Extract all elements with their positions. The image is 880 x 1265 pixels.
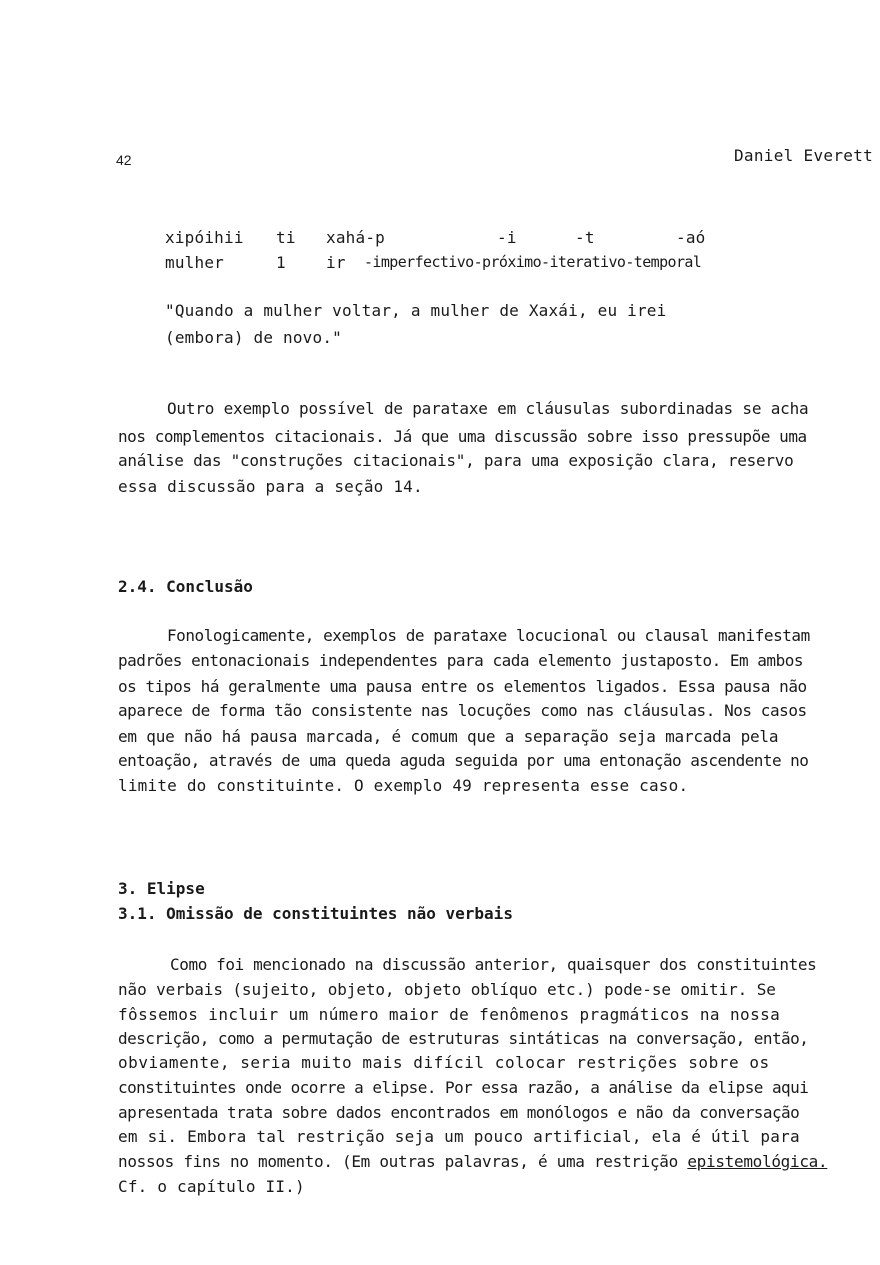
section-heading: 3. Elipse xyxy=(118,879,205,898)
paragraph-line: fôssemos incluir um número maior de fenômenos pragmáticos na nossa xyxy=(118,1005,781,1024)
paragraph-line: apresentada trata sobre dados encontrados em monólogos e não da conversação xyxy=(118,1103,800,1122)
paragraph-line: análise das "construções citacionais", para uma exposição clara, reservo xyxy=(118,451,794,470)
underlined-term: epistemológica. xyxy=(687,1152,828,1171)
paragraph-line: Cf. o capítulo II.) xyxy=(118,1177,305,1196)
paragraph-line: descrição, como a permutação de estruturas sintáticas na conversação, então, xyxy=(118,1029,809,1048)
paragraph-line: Outro exemplo possível de parataxe em cláusulas subordinadas se acha xyxy=(167,399,809,418)
paragraph-line: padrões entonacionais independentes para cada elemento justaposto. Em ambos xyxy=(118,651,803,670)
running-head-author: Daniel Everett xyxy=(734,146,874,165)
paragraph-line: não verbais (sujeito, objeto, objeto oblíquo etc.) pode-se omitir. Se xyxy=(118,980,776,999)
gloss-word: -t xyxy=(575,228,595,247)
paragraph-line-text: nossos fins no momento. (Em outras palavras, é uma restrição xyxy=(118,1152,678,1171)
paragraph-line: os tipos há geralmente uma pausa entre os elementos ligados. Essa pausa não xyxy=(118,677,807,696)
paragraph-line: Fonologicamente, exemplos de parataxe locucional ou clausal manifestam xyxy=(167,626,810,645)
gloss-word: -imperfectivo-próximo-iterativo-temporal xyxy=(364,253,702,271)
translation-line: "Quando a mulher voltar, a mulher de Xaxái, eu irei xyxy=(165,301,667,320)
gloss-word: -aó xyxy=(676,228,706,247)
gloss-word: ti xyxy=(276,228,296,247)
paragraph-line: em que não há pausa marcada, é comum que a separação seja marcada pela xyxy=(118,727,779,746)
gloss-word: -i xyxy=(497,228,517,247)
section-heading: 2.4. Conclusão xyxy=(118,577,253,596)
paragraph-line: aparece de forma tão consistente nas locuções como nas cláusulas. Nos casos xyxy=(118,701,807,720)
gloss-word: mulher xyxy=(165,253,224,272)
paragraph-line: constituintes onde ocorre a elipse. Por essa razão, a análise da elipse aqui xyxy=(118,1078,809,1097)
paragraph-line: entoação, através de uma queda aguda seguida por uma entonação ascendente no xyxy=(118,751,809,770)
translation-line: (embora) de novo." xyxy=(165,328,342,347)
subsection-heading: 3.1. Omissão de constituintes não verbais xyxy=(118,904,513,923)
paragraph-line: nos complementos citacionais. Já que uma discussão sobre isso pressupõe uma xyxy=(118,427,807,446)
gloss-word: xahá-p xyxy=(326,228,385,247)
gloss-word: 1 xyxy=(276,253,286,272)
gloss-word: xipóihii xyxy=(165,228,244,247)
paragraph-line: limite do constituinte. O exemplo 49 representa esse caso. xyxy=(118,776,689,795)
paragraph-line: essa discussão para a seção 14. xyxy=(118,477,423,496)
page-number: 42 xyxy=(116,152,132,168)
paragraph-line: obviamente, seria muito mais difícil colocar restrições sobre os xyxy=(118,1053,770,1072)
gloss-word: ir xyxy=(326,253,346,272)
paragraph-line: Como foi mencionado na discussão anterior, quaisquer dos constituintes xyxy=(170,955,817,974)
paragraph-line xyxy=(118,1152,827,1171)
paragraph-line: em si. Embora tal restrição seja um pouco artificial, ela é útil para xyxy=(118,1127,800,1146)
